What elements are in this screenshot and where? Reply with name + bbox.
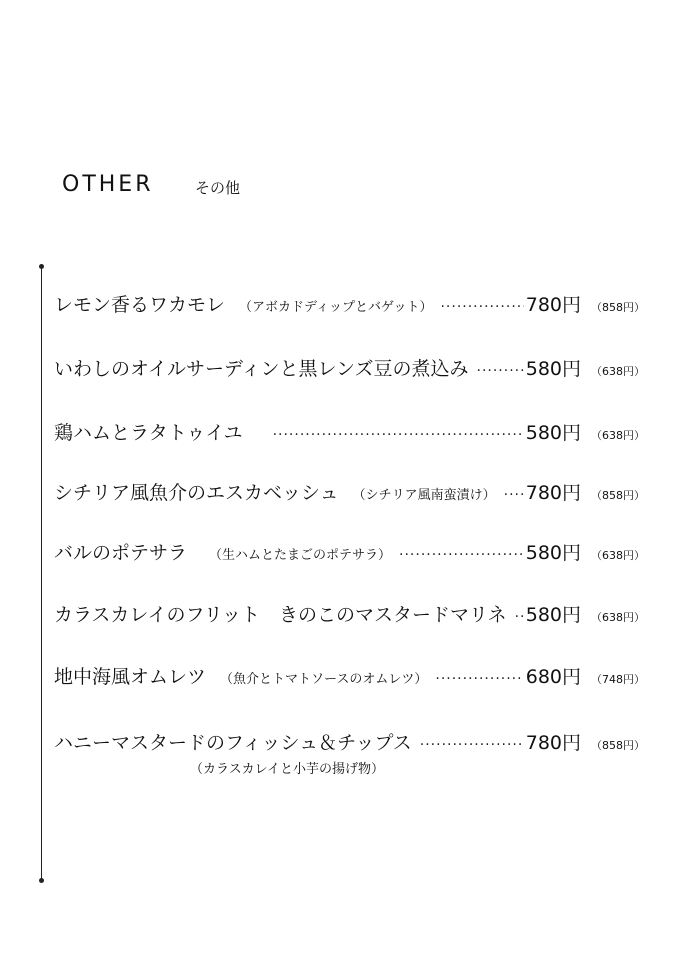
item-name: シチリア風魚介のエスカベッシュ	[54, 482, 339, 504]
leader-dots	[273, 427, 524, 443]
item-price: 580円	[525, 542, 581, 564]
leader-dots	[420, 737, 524, 753]
item-price-tax-included: （638円）	[591, 429, 645, 442]
item-price-tax-included: （858円）	[591, 301, 645, 314]
item-price-tax-included: （858円）	[591, 489, 645, 502]
item-price: 780円	[525, 732, 581, 754]
menu-item	[54, 538, 645, 565]
item-price: 680円	[525, 666, 581, 688]
leader-dots	[515, 609, 524, 625]
item-price: 580円	[525, 358, 581, 380]
menu-item	[54, 600, 645, 627]
item-name: カラスカレイのフリット きのこのマスタードマリネ	[54, 604, 507, 626]
divider-dot-bottom	[39, 878, 44, 883]
item-price-tax-included: （858円）	[591, 739, 645, 752]
item-description: （魚介とトマトソースのオムレツ）	[220, 672, 428, 687]
item-description: （シチリア風南蛮漬け）	[352, 488, 496, 503]
leader-dots	[399, 547, 524, 563]
item-price-tax-included: （638円）	[591, 611, 645, 624]
menu-item	[54, 354, 645, 381]
leader-dots	[435, 671, 523, 687]
page-subtitle: その他	[195, 179, 241, 197]
item-price: 780円	[525, 482, 581, 504]
item-price-tax-included: （748円）	[591, 673, 645, 686]
item-name: ハニーマスタードのフィッシュ＆チップス	[54, 732, 412, 754]
item-name: バルのポテサラ	[54, 542, 188, 564]
leader-dots	[477, 363, 524, 379]
item-note: （カラスカレイと小芋の揚げ物）	[190, 762, 384, 777]
item-price: 580円	[525, 422, 581, 444]
item-name: 鶏ハムとラタトゥイユ	[54, 422, 243, 444]
item-name: レモン香るワカモレ	[54, 294, 226, 316]
menu-item	[54, 290, 645, 317]
menu-item	[54, 728, 645, 755]
item-description: （アボカドディップとバゲット）	[239, 300, 433, 315]
divider-dot-top	[39, 264, 44, 269]
menu-item	[54, 662, 645, 689]
page-title: OTHER	[62, 172, 154, 197]
item-name: 地中海風オムレツ	[54, 666, 207, 688]
item-price-tax-included: （638円）	[591, 365, 645, 378]
item-price: 580円	[525, 604, 581, 626]
item-price: 780円	[525, 294, 581, 316]
menu-item	[54, 418, 645, 445]
item-description: （生ハムとたまごのポテサラ）	[209, 548, 392, 563]
menu-item	[54, 478, 645, 505]
leader-dots	[504, 487, 524, 503]
item-name: いわしのオイルサーディンと黒レンズ豆の煮込み	[54, 358, 469, 380]
leader-dots	[440, 299, 523, 315]
divider-line	[41, 266, 42, 880]
item-price-tax-included: （638円）	[591, 549, 645, 562]
